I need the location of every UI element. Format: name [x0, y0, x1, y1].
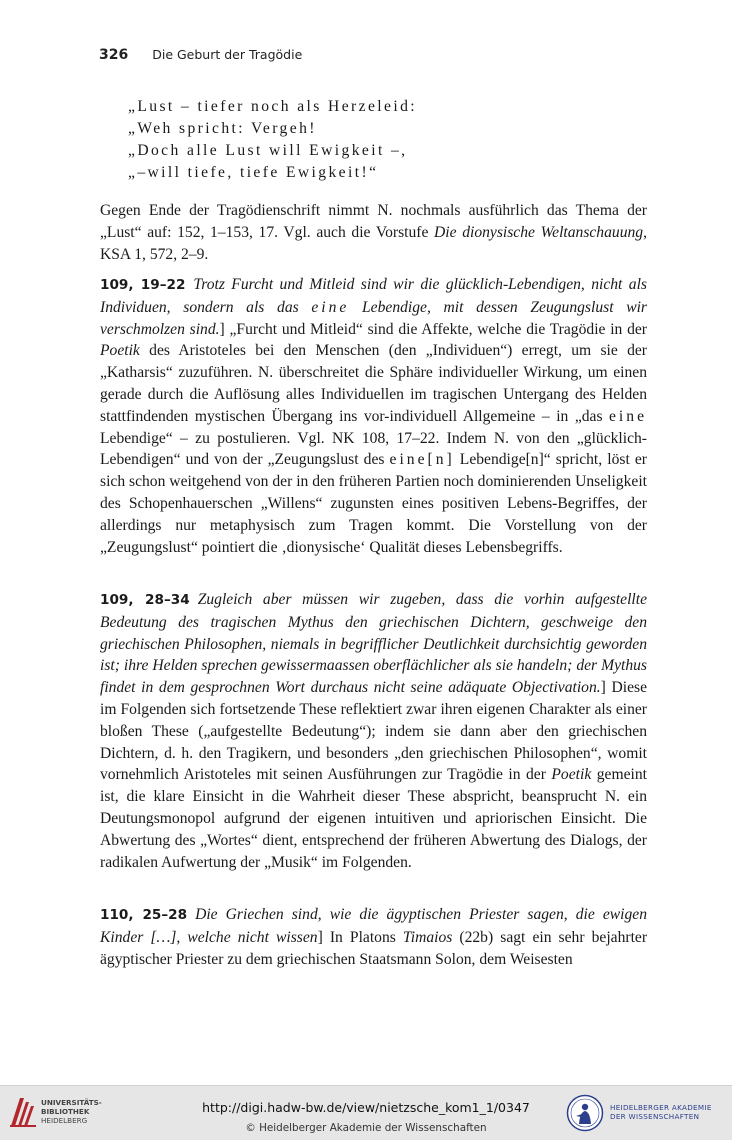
- body-text: „Furcht und Mitleid“ sind die Affekte, welche die Tragödie in der: [224, 320, 647, 338]
- body-text: , KSA 1, 572, 2–9.: [100, 223, 647, 263]
- running-title: Die Geburt der Tragödie: [152, 47, 303, 62]
- body-text: Lebendige“ – zu postulieren. Vgl. NK 108, 17–22. Indem N. von den „glücklich-Lebendigen“ und von der „Zeugungslust des: [100, 429, 647, 469]
- verse-line: „Lust – tiefer noch als Herzeleid:: [128, 98, 417, 115]
- body-text: Diese im Folgenden sich fortsetzende These reflektiert zwar ihren eigenen Charakter als einer bloßen These („aufgestellte Bedeutung“); indem sie dann aber den griechischen Dichtern, d. h. den Tragikern, und besonders „den griechischen Philosophen“, womit vornehmlich Aristoteles mit seinen Ausführungen zur Tragödie in der: [100, 679, 647, 784]
- body-text: (22b) sagt ein sehr bejahrter ägyptischer Priester zu dem griechischen Staatsmann Solon, dem Weisesten: [100, 928, 648, 968]
- lemma-bracket: ]: [600, 679, 606, 697]
- lemma-quote: Trotz Furcht und Mitleid sind wir die glücklich-Lebendigen, nicht als Individuen, sondern als das eine Lebendige, mit dessen Zeugungslust wir verschmolzen sind.: [100, 276, 647, 338]
- page-number: 326: [99, 47, 129, 63]
- verse-line: „Doch alle Lust will Ewigkeit –,: [128, 142, 408, 159]
- work-title: Die dionysische Weltanschauung: [434, 223, 644, 241]
- academy-name: HEIDELBERGER AKADEMIE DER WISSENSCHAFTEN: [610, 1103, 712, 1121]
- body-text: In Platons: [322, 928, 403, 946]
- work-title: Poetik: [100, 342, 140, 360]
- lemma-bracket: ]: [219, 320, 225, 338]
- paragraph-lust: [100, 200, 647, 265]
- lemma-quote: Die Griechen sind, wie die ägyptischen Priester sagen, die ewigen Kinder […], welche nicht wissen: [100, 906, 648, 946]
- lemma-reference: 109, 19–22: [100, 277, 186, 293]
- spaced-word: eine: [311, 298, 350, 316]
- verse-line: „Weh spricht: Vergeh!: [128, 120, 317, 137]
- academy-seal-icon: [566, 1094, 604, 1132]
- work-title: Poetik: [551, 766, 592, 784]
- body-text: gemeint ist, die klare Einsicht in die Wahrheit dieser These abspricht, beansprucht N. ein Deutungsmonopol aufgrund der eigenen intuitiven und apriorischen Einsicht. Die Abwertung des „Wortes“ dient, entsprechend der früheren Abwertung des Dialogs, der radikalen Aufwertung der „Musik“ im Folgenden.: [100, 766, 647, 871]
- lemma-bracket: ]: [317, 928, 323, 946]
- body-text: Gegen Ende der Tragödienschrift nimmt N. nochmals ausführlich das Thema der „Lust“ auf: 152, 1–153, 17. Vgl. auch die Vorstufe: [100, 202, 647, 241]
- body-text: des Aristoteles bei den Menschen (den „Individuen“) erregt, um sie der „Katharsis“ zuzuführen. N. überschreitet die Sphäre individueller Wirkung, um einen gerade durch die Auflösung alles Individuellen im tragischen Untergang des Helden stattfindenden mystischen Übergang ins vor-individuell Allgemeine – in „das: [100, 342, 647, 425]
- page-header: [99, 44, 302, 63]
- permalink-url[interactable]: http://digi.hadw-bw.de/view/nietzsche_kom1_1/0347: [202, 1100, 530, 1115]
- body-text: Lebendige[n]“ spricht, löst er sich schon weitgehend von der in den früheren Partien noch dominierenden Unseligkeit des Schopenhauerschen „Willens“ zugunsten eines positiven Lebens-Begriffes, der allerdings nur metaphysisch zum Tragen kommt. Die Vorstellung von der „Zeugungslust“ pointiert die ‚dionysische‘ Qualität dieses Lebensbegriffs.: [100, 451, 647, 556]
- commentary-entry-109-19: [100, 274, 647, 558]
- spaced-word: eine[n]: [389, 451, 455, 469]
- lemma-reference: 109, 28–34: [100, 592, 190, 608]
- university-library-name: UNIVERSITÄTS- BIBLIOTHEK HEIDELBERG: [41, 1098, 102, 1125]
- commentary-entry-109-28: [100, 589, 647, 873]
- work-title: Timaios: [402, 928, 453, 946]
- commentary-entry-110-25: [100, 904, 647, 970]
- verse-line: „–will tiefe, tiefe Ewigkeit!“: [128, 164, 379, 181]
- copyright-notice: © Heidelberger Akademie der Wissenschaften: [245, 1122, 487, 1134]
- spaced-word: eine: [609, 407, 647, 425]
- lemma-quote: Zugleich aber müssen wir zugeben, dass die vorhin aufgestellte Bedeutung des tragischen Mythus den griechischen Dichtern, geschweige den griechischen Philosophen, niemals in begrifflicher Deutlichkeit durchsichtig geworden ist; ihre Helden sprechen gewissermaassen oberflächlicher als sie handeln; der Mythus findet in dem gesprochnen Wort durchaus nicht seine adäquate Objectivation.: [100, 591, 648, 697]
- verse-quote: [128, 96, 417, 184]
- viewer-footer-bar: [0, 1085, 732, 1140]
- lemma-reference: 110, 25–28: [100, 907, 188, 923]
